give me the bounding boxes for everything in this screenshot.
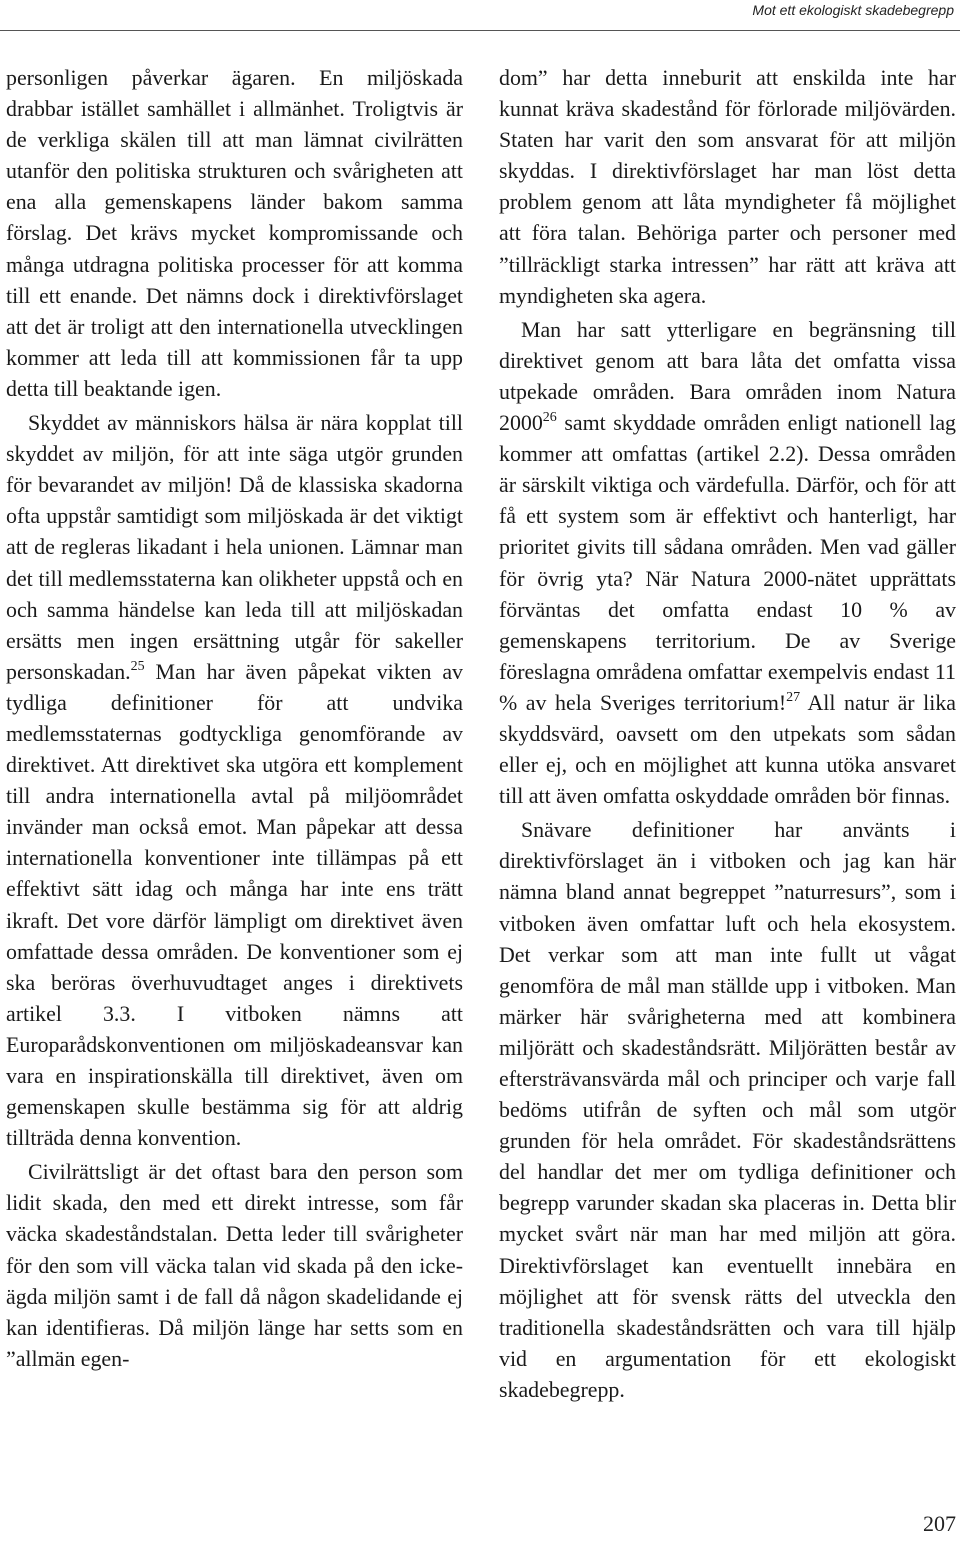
- header-divider: [0, 30, 960, 31]
- footnote-ref-26[interactable]: 26: [542, 410, 557, 426]
- paragraph: [499, 314, 956, 812]
- paragraph: dom” har detta inneburit att enskilda inte har kunnat kräva skadestånd för förlorade miljövärden. Staten har varit den som ansvarat för att miljön skyddas. I direktivförslaget har man löst detta problem genom att låta myndigheter få möjlighet att föra talan. Behöriga parter och personer med ”tillräckligt starka intressen” har rätt att kräva att myndigheten ska agera.: [499, 65, 956, 308]
- paragraph: Civilrättsligt är det oftast bara den person som lidit skada, den med ett direkt intresse, som får väcka skadeståndstalan. Detta leder till svårigheter för den som vill väcka talan vid skada på den icke-ägda miljön samt i de fall då någon skadelidande ej kan identifieras. Då miljön länge har setts som en ”allmän egen-: [6, 1159, 463, 1371]
- page-number: 207: [923, 1511, 956, 1536]
- paragraph: personligen påverkar ägaren. En miljöskada drabbar istället samhället i allmänhet. Troligtvis är de verkliga skälen till att man lämnat civilrätten utanför den politiska strukturen och svårigheten att ena alla gemenskapens länder bakom samma förslag. Det krävs mycket kompromissande och många utdragna politiska processer för att komma till ett enande. Det nämns dock i direktivförslaget att det är troligt att den internationella utvecklingen kommer att leda till att kommissionen får ta upp detta till beaktande igen.: [6, 65, 463, 401]
- paragraph-text: Skyddet av människors hälsa är nära kopplat till skyddet av miljön, för att inte säga utgör grunden för bevarandet av miljön! Då de klassiska skadorna ofta uppstår samtidigt som miljöskada är det viktigt att de regleras likadant i hela unionen. Lämnar man det till medlemsstaterna kan olikheter uppstå och en och samma händelse kan leda till att miljöskadan ersätts men ingen ersättning utgår för sakeller personskadan.: [6, 410, 463, 684]
- right-text-column: [499, 62, 956, 1405]
- left-text-column: [6, 62, 463, 1374]
- paragraph-text: samt skyddade områden enligt nationell lag kommer att omfattas (artikel 2.2). Dessa områden är särskilt viktiga och värdefulla. Därför, och för att få ett system som är effektivt och hanterligt, har prioritet givits till sådana områden. Men vad gäller för övrig yta? När Natura 2000-nätet upprättats förväntas det omfatta endast 10 % av gemenskapens territorium. De av Sverige föreslagna områdena omfattar exempelvis endast 11 % av hela Sveriges territorium!: [499, 410, 956, 715]
- running-header-title: Mot ett ekologiskt skadebegrepp: [752, 2, 954, 18]
- paragraph: Snävare definitioner har använts i direktivförslaget än i vitboken och jag kan här nämna bland annat begreppet ”naturresurs”, som i vitboken även omfattar luft och hela ekosystem. Det verkar som att man inte fullt ut vågat genomföra de mål man ställde upp i vitboken. Man märker här svårigheterna med att kombinera miljörätt och skadeståndsrätt. Miljörätten består av eftersträvansvärda mål och principer och varje fall bedöms utifrån de syften och mål som utgör grunden för hela området. För skadeståndsrättens del handlar det mer om tydliga definitioner och begrepp varunder skadan ska placeras in. Detta blir mycket svårt när man har med miljön att göra. Direktivförslaget kan eventuellt innebära en möjlighet att för svensk rätts del utveckla den traditionella skadeståndsrätten och vara till hjälp vid en argumentation för ett ekologiskt skadebegrepp.: [499, 817, 956, 1402]
- footnote-ref-27[interactable]: 27: [786, 689, 801, 705]
- paragraph: [6, 407, 463, 1153]
- paragraph-text: Man har även påpekat vikten av tydliga definitioner för att undvika medlemsstaternas godtyckliga genomförande av direktivet. Att direktivet ska utgöra ett komplement till andra internationella avtal på miljöområdet invänder man också emot. Man påpekar att dessa internationella konventioner inte tillämpas på ett effektivt sätt idag och många har inte ens trätt ikraft. Det vore därför lämpligt om direktivet även omfattade dessa områden. De konventioner som ej ska beröras överhuvudtaget anges i direktivets artikel 3.3. I vitboken nämns att Europarådskonventionen om miljöskadeansvar kan vara en inspirationskälla till direktivet, även om gemenskapen skulle bestämma sig för att aldrig tillträda denna konvention.: [6, 658, 463, 1151]
- footnote-ref-25[interactable]: 25: [130, 658, 145, 674]
- paragraph-text: All natur är lika skyddsvärd, oavsett om den utpekats som sådan eller ej, och en möjlighet att kunna utöka ansvaret till att även omfatta oskyddade områden bör finnas.: [499, 689, 956, 809]
- paragraph-text: Man har satt ytterligare en begränsning till direktivet genom att bara låta det omfatta vissa utpekade områden. Bara områden inom Natura 2000: [499, 316, 956, 436]
